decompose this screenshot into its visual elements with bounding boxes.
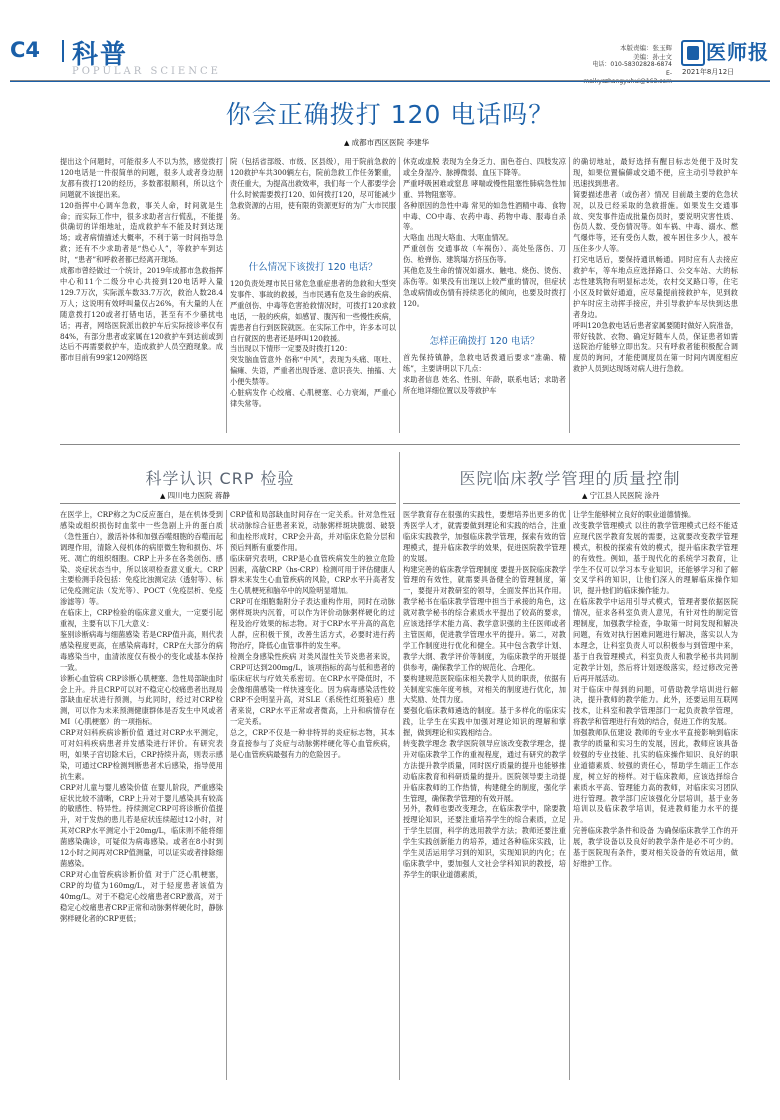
article-divider-rule <box>399 452 400 1080</box>
article-title: 医院临床教学管理的质量控制 <box>459 469 681 488</box>
column-text: 首先保持镇静，急救电话拨通后要求“准确、精练”，主要讲明以下几点： 求助者信息 姓名、性别、年龄，联系电话；求助者所在地详细位置以及等救护车 <box>403 353 566 395</box>
issue-date: 2021年8月12日 <box>682 68 735 76</box>
editor-credits <box>602 44 672 61</box>
column-rule <box>399 157 400 433</box>
article-column: 医学教育存在很强的实践性，要想培养出更多的优秀医学人才，就需要做到理论和实践的结合，注重临床实践教学，加强临床教学管理，探索有效的管理模式，提升临床教学的效果，促进医院教学管理的发展。 构建完善的临床教学管理制度 要提升医院临床教学管理的有效性，就需要具备健全的管理制度，第一，要提升对教研室的领导，全面发挥出其作用。教学秘书在临床教学管理中担当于承接的角色，这就对教学秘书的综合素质水平提出了较高的要求，应该选择学术能力高、教学意识强的主任医师或者主管医师，促进教学管理水平的提升。第二，对教学工作制度进行优化和健全。其中包含教学计划、教学大纲、教学评价等制度，为临床教学的开展提供参考，确保教学工作的规范化、合理化。 要构建规范医院临床相关教学人员的职责，依据有关制度实施年度考核，对相关的制度进行优化，加大奖励、处罚力度。 要强化临床教师遴选的制度。基于多样化的临床实践，让学生在实践中加强对理论知识的理解和掌握，做到理论和实践相结合。 转变教学理念 教学医院领导应该改变教学理念，提升对临床教学工作的重视程度，通过有研究的教学方法提升教学质量，同时医疗质量的提升也能够推动临床教育和科研质量的提升。医院领导要主动提升临床教师的工作热情，构建健全的制度，强化学生管理，确保教学管理的有效开展。 另外，教师也要改变理念，在临床教学中，除要教授理论知识，还要注重培养学生的综合素质，立足于学生层面，科学的选用教学方法；教师还要注重学生实践创新能力的培养，通过各种临床实践，让学生灵活运用学习到的知识，实现知识的内化；在临床教学中，要加强人文社会学科知识的教授，培养学生的职业道德素质， <box>403 510 566 879</box>
section-title: 科普 <box>72 40 129 70</box>
header-accent-rule <box>10 81 770 82</box>
article-column: 提出这个问题时，可能很多人不以为然，感觉拨打120电话是一件很简单的问题，很多人或者身边朋友都有拨打120的经历，多数都很顺利，所以这个问题就不该提出来。 120指挥中心调车急救，事关人命，时间就是生命；而实际工作中，很多求助者言行慌乱，不能提供确切的详细地址，造成救护车不能及时到达现场；或者病情描述大概率，不利于第一时间指导急救；还有不少求助者是“热心人”，等救护车到达时，“患者”和呼救者都已经离开现场。 成都市曾经做过一个统计，2019年成都市急救指挥中心和11个二级分中心共接到120电话呼入量129.7万次，实际派车数33.7万次，救治人数28.4万人；这说明有效呼叫量仅占26%，有大量的人在随意拨打120或者打错电话，甚至有不少骚扰电话；再者，网络医院派出救护车后实际接诊率仅有84%，有部分患者或家属在120救护车到达前或到达后不再需要救护车，造成救护人员空跑现象。成都市目前有99家120网络医 <box>60 157 223 363</box>
column-text: 120负责处理市民日常危急重症患者的急救和大型突发事件、事故的救援，当市民遇有危及生命的疾病、严重创伤、中毒等危害抢救情况时，可拨打120求救电话，一般的疾病，如感冒、腹泻和一些慢性疾病，需患者自行到医院就医。在实际工作中，许多本可以自行就医的患者还是呼叫120救援。 当出现以下情形一定要及时拨打120： 突发脑血管意外 俗称“中风”，表现为头痛、呕吐、偏瘫、失语，严重者出现昏迷、意识丧失、抽搐、大小便失禁等。 心脏病发作 心绞痛、心肌梗塞、心力衰竭，严重心律失常等。 <box>230 279 396 408</box>
article-column: 让学生能够树立良好的职业道德情操。 改变教学管理模式 以往的教学管理模式已经不能适应现代医学教育发展的需要，这就要改变教学管理模式，积极的探索有效的模式，提升临床教学管理的有效性。例如，基于现代化的系统学习教育，让学生不仅可以学习本专业知识，还能够学习和了解交叉学科的知识，让他们深入的理解临床操作知识，提升他们的临床操作能力。 在临床教学中运用引导式模式，管理者要依据医院情况，征求各科室负责人意见，有针对性的制定管理制度，加强教学检查，争取第一时间发现和解决问题，有效对执行困难问题进行解决，落实以人为本理念，让科室负责人可以积极参与到管理中来，基于自我管理模式，科室负责人和教学秘书共同制定教学计划，然后将计划逐级落实，经过修改完善后再开展活动。 对于临床中得到的问题，可借助教学培训进行解决，提升教师的教学能力。此外，还要运用互联网技术，让科室和教学管理部门一起负责教学管理，将教学和管理进行有效的结合，促进工作的发展。 加强教师队伍建设 教师的专业水平直接影响到临床教学的质量和实习生的发展，因此，教师应该具备较强的专业技能、扎实的临床操作知识、良好的职业道德素质、较强的责任心，帮助学生端正工作态度，树立好的榜样。对于临床教师，应该选择综合素质水平高、管理能力高的教师，对临床实习团队进行管理。教学部门应该强化分层培训，基于业务培训以及临床教学培训，促进教师能力水平的提升。 完善临床教学条件和设备 为确保临床教学工作的开展，教学设备以及良好的教学条件是必不可少的。基于医院现有条件，要对相关设备的有效运用，做好维护工作。 <box>573 510 738 868</box>
column-rule <box>226 157 227 433</box>
newspaper-brand: 医师报 <box>706 40 769 64</box>
article-column: CRP值和局部缺血时间存在一定关系。针对急性冠状动脉综合征患者来说，动脉粥样斑块脆弱、破裂和血栓形成时，CRP会升高，并对临床危险分层和预后判断有重要作用。 临床研究表明，CRP是心血管疾病发生的独立危险因素，高敏CRP（hs-CRP）检测可用于评估健康人群未来发生心血管疾病的风险，CRP水平升高者发生心肌梗死和脑卒中的风险明显增加。 CRP可在细胞黏附分子表达重构作用，同时在动脉粥样斑块内沉着，可以作为评价动脉粥样硬化的过程及治疗效果的标志物。对于CRP水平升高的高危人群，应积极干预，改善生活方式，必要时进行药物治疗，降低心血管事件的发生率。 检测全身感染性疾病 对类风湿性关节炎患者来说，CRP可达到200mg/L，该项指标的高与低和患者的临床症状与疗效关系密切。在CRP水平降低时，不会像细菌感染一样快速变化。因为病毒感染活性较CRP不会明显升高，对SLE（系统性红斑狼疮）患者来说，CRP水平正常或者微高，上升和病情存在一定关系。 总之，CRP不仅是一种非特异的炎症标志物，其本身直接参与了炎症与动脉粥样硬化等心血管疾病，是心血管疾病最强有力的危险因子。 <box>230 510 395 759</box>
header-divider <box>62 40 64 62</box>
triangle-icon: ▲ <box>582 492 590 500</box>
title-underline <box>403 503 740 504</box>
column-rule <box>569 157 570 433</box>
article-byline <box>582 490 660 501</box>
byline-text: 宁江县人民医院 涂丹 <box>589 491 660 500</box>
section-divider <box>60 444 740 445</box>
column-rule <box>226 510 227 1080</box>
article-column <box>403 157 566 437</box>
article-subheading: 什么情况下该拨打 120 电话？ <box>248 262 378 273</box>
page-number: C4 <box>10 38 41 62</box>
article-byline <box>160 490 230 501</box>
contact-phone: 电话：010-58302828-6874 <box>592 61 672 68</box>
article-column: 在医学上，CRP称之为C反应蛋白，是在机体受到感染或组织损伤时血浆中一些急剧上升的蛋白质（急性蛋白），激活补体和加强吞噬细胞的吞噬而起调理作用，清除入侵机体的病原微生物和损伤、坏死、凋亡的组织细胞。CRP上升多在各类创伤、感染、炎症状态当中，所以该项检查意义重大。CRP主要检测手段包括：免疫比浊测定法（透射等）、标记免疫测定法（发光等）、POCT（免疫层析、免疫渗滤等）等。 在临床上，CRP检验的临床意义重大，一定要引起重视，主要有以下几大意义： 鉴别诊断病毒与细菌感染 若是CRP值升高，则代表感染程度更高，在感染病毒时，CRP在大部分的病毒感染当中，血清浓度仅有极小的变化或基本保持一致。 诊断心血管病 CRP诊断心肌梗塞、急性局部缺血时会上升。并且CRP可以对不稳定心绞痛患者出现局部缺血症状进行预测，与此同时，经过对CRP检测，可以作为未来预测健康群体是否发生中风或者MI（心肌梗塞）的一项指标。 CRP对妇科疾病诊断价值 通过对CRP水平测定，可对妇科疾病患者并发感染进行评价。有研究表明，如果子宫切除术后，CRP持续升高，则表示感染，可通过CRP检测判断患者术后感染，指导使用抗生素。 CRP对儿童与婴儿感染价值 在婴儿阶段，严重感染症状比较不清晰，CRP上升对于婴儿感染具有较高的敏感性、特异性。持续测定CRP可将诊断价值提升，对于发热的患儿若是症状连续超过12小时，对其对CRP水平测定小于20mg/L，临床则不能将细菌感染确诊，可疑似为病毒感染。或者在8小时到12小时之间再对CRP值测量，可以证实或者排除细菌感染。 CRP对心血管疾病诊断价值 对于广泛心肌梗塞，CRP的均值为160mg/L，对于轻度患者该值为40mg/L。对于不稳定心绞痛患者CRP激高，对于稳定心绞痛患者CRP正常和动脉粥样硬化时，静脉粥样硬化者的CRP更低； <box>60 510 223 923</box>
byline-text: 成都市西区医院 李建华 <box>351 138 429 147</box>
contact-info <box>578 61 672 87</box>
article-column <box>230 157 396 437</box>
article-title: 你会正确拨打 120 电话吗？ <box>225 100 555 129</box>
editor-line: 本版责编：张玉辉 <box>620 44 672 52</box>
contact-email: E- <box>666 69 672 77</box>
article-column: 的确切地址，最好选择有醒目标志处便于及时发现，如果位置偏僻或交通不便，应主动引导救护车迅速找到患者。 简要描述患者（或伤者）情况 目前最主要的危急状况，以及已经采取的急救措施。如果发生交通事故、突发事件造成批量伤员时，要说明灾害性质、伤员人数、受伤情况等。如车祸、中毒、溺水、燃气爆炸等，还有受伤人数，被车困住多少人，被车压住多少人等。 打完电话后，要保持通讯畅通。同时应有人去接应救护车，等车地点应选择路口、公交车站、大的标志性建筑物有明显标志处，农村交叉路口等，住宅小区及时做好通道，应尽量提前接救护车，见到救护车时应主动挥手接应，并引导救护车尽快到达患者身边。 呼叫120急救电话后患者家属要随时做好入院准备，带好钱款、衣物、确定好随车人员，保证患者如需送院治疗能够立即出发。只有呼救者能积极配合调度员的询问，才能使调度员在第一时间内调度相应救护人员到达现场对病人进行急救。 <box>573 157 738 374</box>
editor-line: 美编：孙士文 <box>633 52 672 61</box>
article-title: 科学认识 CRP 检验 <box>145 469 295 488</box>
logo-icon <box>681 40 705 66</box>
column-text: 院（包括省部级、市级、区县级），用于院前急救的120救护车共300辆左右，院前急救工作任务繁重，责任重大，为提高出救效率，我们每一个人都要学会什么时候需要拨打120、如何拨打120，尽可能减少急救资源的占用，使有限的资源更好的为广大市民服务。 <box>230 157 396 221</box>
byline-text: 四川电力医院 蒋静 <box>167 491 230 500</box>
title-underline <box>60 503 396 504</box>
column-text: 休克或虚脱 表现为全身乏力、面色苍白、四肢发凉或全身湿冷、脉搏微弱、血压下降等。 严重呼吸困难或窒息 哮喘或慢性阻塞性肺病急性加重、异物阻塞等。 各种原因的急性中毒 常见的如急性酒精中毒、食物中毒、CO中毒、农药中毒、药物中毒、服毒自杀等。 大咯血 出现大咯血、大呕血情况。 严重创伤 交通事故（车祸伤）、高处坠落伤、刀伤、枪弹伤、建筑塌方挤压伤等。 其他危及生命的情况如溺水、触电、烧伤、烫伤、冻伤等。如果没有出现以上较严重的情况，但症状急或病情或伤情有持续恶化的倾向，也要及时拨打120。 <box>403 157 566 308</box>
article-byline <box>344 137 429 148</box>
article-subheading: 怎样正确拨打 120 电话？ <box>429 336 540 347</box>
triangle-icon: ▲ <box>160 492 168 500</box>
column-rule <box>569 510 570 1080</box>
triangle-icon: ▲ <box>344 139 352 147</box>
section-subtitle: POPULAR SCIENCE <box>72 66 221 77</box>
